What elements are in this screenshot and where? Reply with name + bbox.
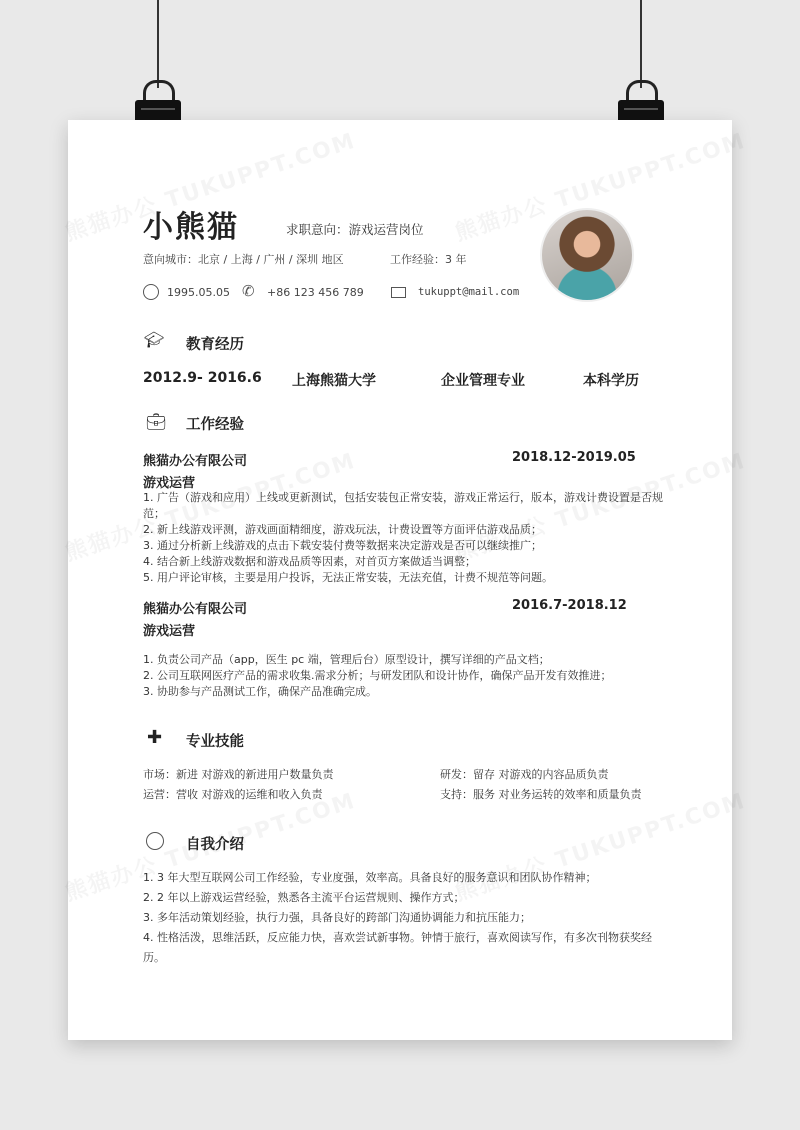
job-2-dates: 2016.7-2018.12	[512, 598, 627, 613]
skill-item: 运营：营收 对游戏的运维和收入负责	[143, 788, 323, 801]
education-major: 企业管理专业	[441, 373, 525, 389]
birthday: 1995.05.05	[167, 286, 230, 299]
phone-icon: ✆	[242, 282, 255, 300]
resume-page	[68, 120, 732, 1040]
education-title: 教育经历	[186, 337, 244, 353]
list-item: 4. 结合新上线游戏数据和游戏品质等因素，对首页方案做适当调整；	[143, 555, 476, 568]
skills-title: 专业技能	[186, 734, 244, 750]
list-item: 2. 2 年以上游戏运营经验，熟悉各主流平台运营规则、操作方式；	[143, 891, 465, 904]
list-item: 3. 多年活动策划经验，执行力强，具备良好的跨部门沟通协调能力和抗压能力；	[143, 911, 531, 924]
candidate-name: 小熊猫	[143, 210, 239, 245]
list-item: 5. 用户评论审核，主要是用户投诉，无法正常安装，无法充值，计费不规范等问题。	[143, 571, 553, 584]
hanging-wire-left	[157, 0, 159, 88]
skill-item: 市场：新进 对游戏的新进用户数量负责	[143, 768, 334, 781]
work-experience: 工作经验：3 年	[390, 253, 467, 266]
job-2-duties	[143, 652, 663, 700]
work-title: 工作经验	[186, 417, 244, 433]
education-school: 上海熊猫大学	[292, 373, 376, 389]
skill-item: 支持：服务 对业务运转的效率和质量负责	[440, 788, 642, 801]
graduation-cap-icon: 🎓︎	[144, 330, 165, 349]
profile-photo	[540, 208, 634, 302]
skill-item: 研发：留存 对游戏的内容品质负责	[440, 768, 609, 781]
job-2-company: 熊猫办公有限公司	[143, 602, 248, 617]
job-1-dates: 2018.12-2019.05	[512, 450, 636, 465]
job-2-role: 游戏运营	[143, 624, 196, 639]
intro-title: 自我介绍	[186, 837, 244, 853]
education-period: 2012.9- 2016.6	[143, 370, 262, 386]
clock-icon	[143, 284, 159, 300]
briefcase-icon: 💼︎	[146, 412, 167, 431]
intro-list	[143, 868, 663, 968]
user-icon	[146, 832, 164, 850]
plus-icon: ✚	[147, 727, 163, 748]
job-1-role: 游戏运营	[143, 476, 196, 491]
phone-number: +86 123 456 789	[267, 286, 364, 299]
hanging-wire-right	[640, 0, 642, 88]
job-intent: 求职意向：游戏运营岗位	[286, 222, 424, 237]
list-item: 1. 3 年大型互联网公司工作经验，专业度强，效率高。具备良好的服务意识和团队协作精神；	[143, 871, 597, 884]
education-degree: 本科学历	[583, 373, 639, 389]
job-1-duties	[143, 490, 663, 586]
list-item: 1. 广告（游戏和应用）上线或更新测试，包括安装包正常安装，游戏正常运行，版本，游戏计费设置是否规范；	[143, 491, 663, 520]
mail-icon	[391, 287, 406, 298]
target-city: 意向城市：北京 / 上海 / 广州 / 深圳 地区	[143, 253, 344, 266]
list-item: 2. 新上线游戏评测，游戏画面精细度，游戏玩法，计费设置等方面评估游戏品质；	[143, 523, 542, 536]
list-item: 2. 公司互联网医疗产品的需求收集.需求分析；与研发团队和设计协作，确保产品开发有效推进；	[143, 669, 612, 682]
list-item: 1. 负责公司产品（app，医生 pc 端，管理后台）原型设计，撰写详细的产品文档；	[143, 653, 550, 666]
job-1-company: 熊猫办公有限公司	[143, 454, 248, 469]
email-address: tukuppt@mail.com	[418, 286, 520, 298]
list-item: 4. 性格活泼，思维活跃，反应能力快，喜欢尝试新事物。钟情于旅行，喜欢阅读写作，有多次刊物获奖经历。	[143, 931, 652, 964]
list-item: 3. 协助参与产品测试工作，确保产品准确完成。	[143, 685, 377, 698]
list-item: 3. 通过分析新上线游戏的点击下载安装付费等数据来决定游戏是否可以继续推广；	[143, 539, 542, 552]
